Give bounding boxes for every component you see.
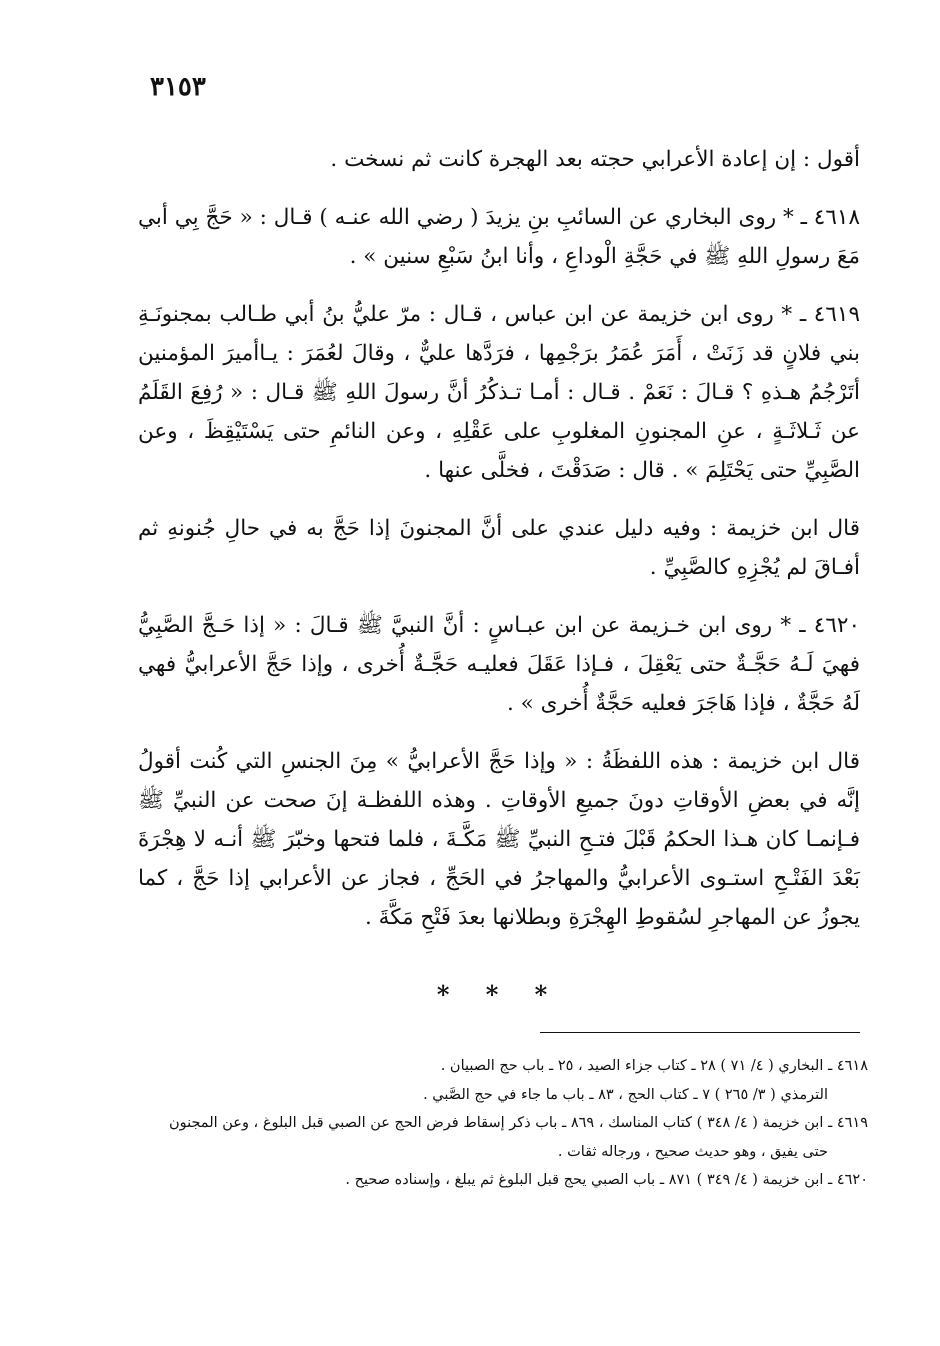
footnote-4619-continuation: حتى يفيق ، وهو حديث صحيح ، ورجاله ثقات . xyxy=(557,1143,828,1160)
hadith-4619: ٤٦١٩ ـ * روى ابن خزيمة عن ابن عباس ، قـال : مرّ عليُّ بنُ أبي طـالب بمجنونَـةِ بني فلانٍ قد زَنَتْ ، أَمَرَ عُمَرُ برَجْمِها ، فرَدَّها عليٌّ ، وقالَ لعُمَرَ : يـاأميرَ المؤمنين أتَرْجُمُ هـذهِ ؟ قـالَ : نَعَمْ . قـال : أمـا تـذكُرُ أنَّ رسولَ اللهِ ﷺ قـال : « رُفِعَ القَلَمُ عن ثَـلاثَـةٍ ، عنِ المجنونِ المغلوبِ على عَقْلِهِ ، وعن النائمِ حتى يَسْتَيْقِظَ ، وعن الصَّبِيِّ حتى يَحْتَلِمَ » . قال : صَدَقْتَ ، فخلَّى عنها . xyxy=(138,302,860,483)
page-number: ٣١٥٣ xyxy=(150,72,206,102)
paragraph-author-note: أقول : إن إعادة الأعرابي حجته بعد الهجرة كانت ثم نسخت . xyxy=(330,147,860,172)
section-separator: * * * xyxy=(436,980,562,1009)
footnote-4619: ٤٦١٩ ـ ابن خزيمة ( ٤/ ٣٤٨ ) كتاب المناسك ، ٨٦٩ ـ باب ذكر إسقاط فرض الحج عن الصبي قبل البلوغ ، وعن المجنون xyxy=(168,1115,868,1131)
hadith-4620: ٤٦٢٠ ـ * روى ابن خـزيمة عن ابن عبـاسٍ : أنَّ النبيَّ ﷺ قـالَ : « إذا حَـجَّ الصَّبِيُّ فهيَ لَـهُ حَجَّـةٌ حتى يَعْقِلَ ، فـإذا عَقَلَ فعليـه حَجَّـةٌ أُخرى ، وإذا حَجَّ الأعرابيُّ فهي لَهُ حَجَّةٌ ، فإذا هَاجَرَ فعليه حَجَّةٌ أُخرى » . xyxy=(138,613,860,716)
footnote-divider xyxy=(540,1032,860,1033)
footnotes xyxy=(138,1052,868,1195)
main-text xyxy=(138,140,860,956)
footnote-4618-continuation: الترمذي ( ٣/ ٢٦٥ ) ٧ ـ كتاب الحج ، ٨٣ ـ باب ما جاء في حج الصَّبي . xyxy=(423,1086,828,1103)
hadith-4618: ٤٦١٨ ـ * روى البخاري عن السائبِ بنِ يزيدَ ( رضي الله عنـه ) قـال : « حَجَّ بِي أبي مَعَ رسولِ اللهِ ﷺ في حَجَّةِ الْوداعِ ، وأنا ابنُ سَبْعِ سنين » . xyxy=(138,205,860,269)
footnote-4618: ٤٦١٨ ـ البخاري ( ٤/ ٧١ ) ٢٨ ـ كتاب جزاء الصيد ، ٢٥ ـ باب حج الصبيان . xyxy=(440,1058,868,1074)
commentary-ibn-khuzaymah-1: قال ابن خزيمة : وفيه دليل عندي على أنَّ المجنونَ إذا حَجَّ به في حالِ جُنونهِ ثم أفـاقَ لم يُجْزِهِ كالصَّبِيِّ . xyxy=(138,516,860,580)
footnote-4620: ٤٦٢٠ ـ ابن خزيمة ( ٤/ ٣٤٩ ) ٨٧١ ـ باب الصبي يحج قبل البلوغ ثم يبلغ ، وإسناده صحيح . xyxy=(345,1172,868,1188)
commentary-ibn-khuzaymah-2: قال ابن خزيمة : هذه اللفظَةُ : « وإذا حَجَّ الأعرابيُّ » مِنَ الجنسِ التي كُنت أقولُ إنَّه في بعضِ الأوقاتِ دونَ جميعِ الأوقاتِ . وهذه اللفظـة إنَ صحت عن النبيِّ ﷺ فـإنمـا كان هـذا الحكمُ قَبْلَ فتـحِ النبيِّ ﷺ مَكَّـةَ ، فلما فتحها وخبّرَ ﷺ أنـه لا هِجْرَةَ بَعْدَ الفَتْـحِ استـوى الأعرابيُّ والمهاجرُ في الحَجِّ ، فجاز عن الأعرابي إذا حَجَّ ، كما يجوزُ عن المهاجرِ لسُقوطِ الهِجْرَةِ وبطلانها بعدَ فَتْحِ مَكَّةَ . xyxy=(138,749,860,930)
